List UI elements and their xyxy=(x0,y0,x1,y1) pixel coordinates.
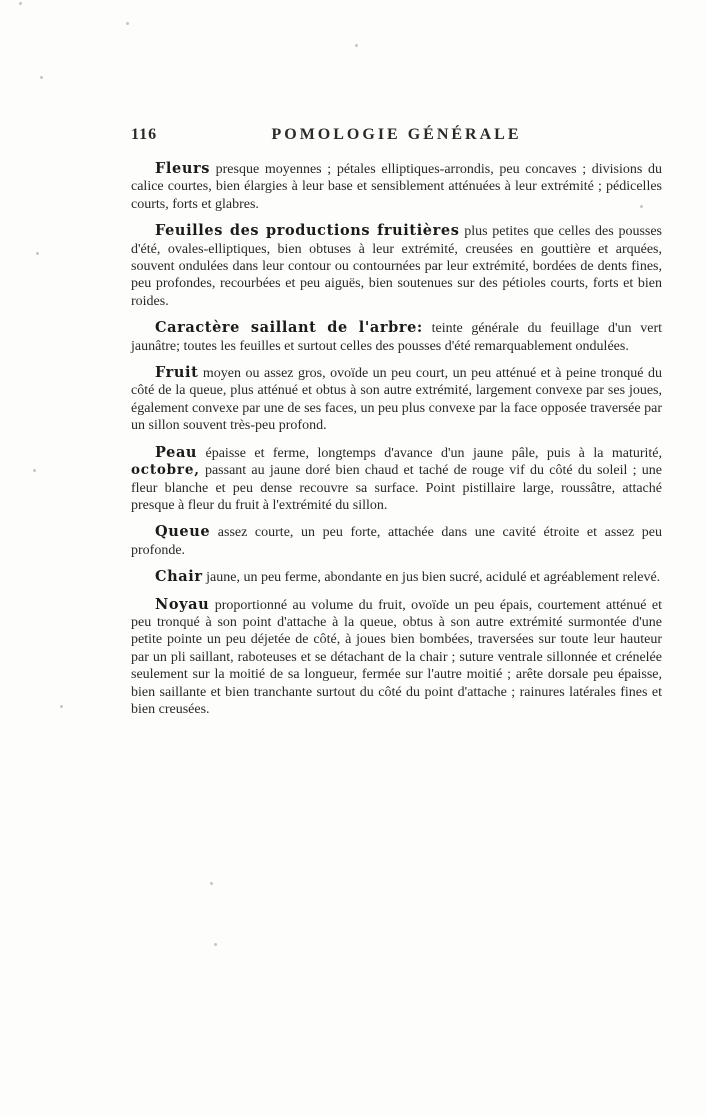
paragraph-queue xyxy=(131,523,662,559)
paragraph-body: proportionné au volume du fruit, ovoïde un peu épais, courtement atténué et peu tronqué à son point d'attache à la queue, obtus à son autre extrémité surmontée d'une petite pointe un peu déjetée de côté, à joues bien bombées, traversées sur toute leur hauteur par un pli saillant, raboteuses et se détachant de la chair ; suture ventrale sillonnée et crénelée seulement sur la moitié de sa longueur, fermée sur l'autre moitié ; arête dorsale peu épaisse, bien saillante et bien tranchante surtout du côté du point d'attache ; rainures latérales fines et bien creusées. xyxy=(131,597,662,717)
paragraph-lead: Chair xyxy=(155,568,203,586)
paragraph-peau xyxy=(131,444,662,515)
paragraph-lead: Fruit xyxy=(155,364,199,382)
special-word-octobre: octobre, xyxy=(131,462,200,479)
paragraph-body: jaune, un peu ferme, abondante en jus bien sucré, acidulé et agréablement relevé. xyxy=(202,570,661,586)
paragraph-lead: Fleurs xyxy=(155,160,210,177)
scan-speck xyxy=(40,76,43,79)
paragraph-caractere xyxy=(131,319,662,355)
scan-speck xyxy=(210,882,213,885)
paragraph-lead: Peau xyxy=(155,443,198,461)
paragraph-feuilles xyxy=(131,222,662,310)
paragraph-body: plus petites que celles des pousses d'été, ovales-elliptiques, bien obtuses à leur extrémité, creusées en gouttière et arquées, souvent ondulées dans leur contour ou contournées par leur extrémité, bordées de dents fines, peu profondes, recourbées et peu aiguës, bien soutenues sur des pétioles courts, forts et bien roides. xyxy=(131,224,662,309)
scan-speck xyxy=(126,22,129,25)
paragraph-body: presque moyennes ; pétales elliptiques-arrondis, peu concaves ; divisions du calice courtes, bien élargies à leur base et sensiblement atténuées à leur extrémité ; pédicelles courts, forts et glabres. xyxy=(131,162,662,212)
paragraph-chair xyxy=(131,568,662,586)
scan-speck xyxy=(19,2,22,5)
paragraph-lead: Caractère saillant de l'arbre: xyxy=(155,319,423,337)
page-number: 116 xyxy=(131,126,158,143)
body-text xyxy=(131,160,662,718)
paragraph-fleurs xyxy=(131,160,662,213)
paragraph-body: assez courte, un peu forte, attachée dans une cavité étroite et assez peu profonde. xyxy=(131,525,662,558)
paragraph-body: teinte générale du feuillage d'un vert jaunâtre; toutes les feuilles et surtout celles des pousses d'été remarquablement ondulées. xyxy=(131,321,663,354)
paragraph-fruit xyxy=(131,364,662,435)
paragraph-noyau xyxy=(131,596,662,719)
paragraph-lead: Queue xyxy=(155,523,211,541)
paragraph-body: moyen ou assez gros, ovoïde un peu court, un peu atténué et à peine tronqué du côté de la queue, plus atténué et obtus à son autre extrémité, largement convexe par ses joues, également convexe par une de ses faces, un peu plus convexe par la face opposée traversée par un sillon souvent très-peu profond. xyxy=(131,366,662,434)
text-column xyxy=(131,126,662,727)
paragraph-body: épaisse et ferme, longtemps d'avance d'un jaune pâle, puis à la maturité, xyxy=(197,445,662,461)
scan-speck xyxy=(33,469,36,472)
scan-speck xyxy=(214,943,217,946)
paragraph-lead: Noyau xyxy=(155,595,210,613)
scan-speck xyxy=(60,705,63,708)
scan-speck xyxy=(355,44,358,47)
page-header xyxy=(131,126,662,150)
running-title: POMOLOGIE GÉNÉRALE xyxy=(271,126,522,143)
scan-speck xyxy=(36,252,39,255)
paragraph-lead: Feuilles des productions fruitières xyxy=(155,222,460,240)
paragraph-body: passant au jaune doré bien chaud et taché de rouge vif du côté du soleil ; une fleur blanche et peu dense recouvre sa surface. Point pistillaire large, roussâtre, attaché presque à fleur du fruit à l'extrémité du sillon. xyxy=(131,463,662,513)
